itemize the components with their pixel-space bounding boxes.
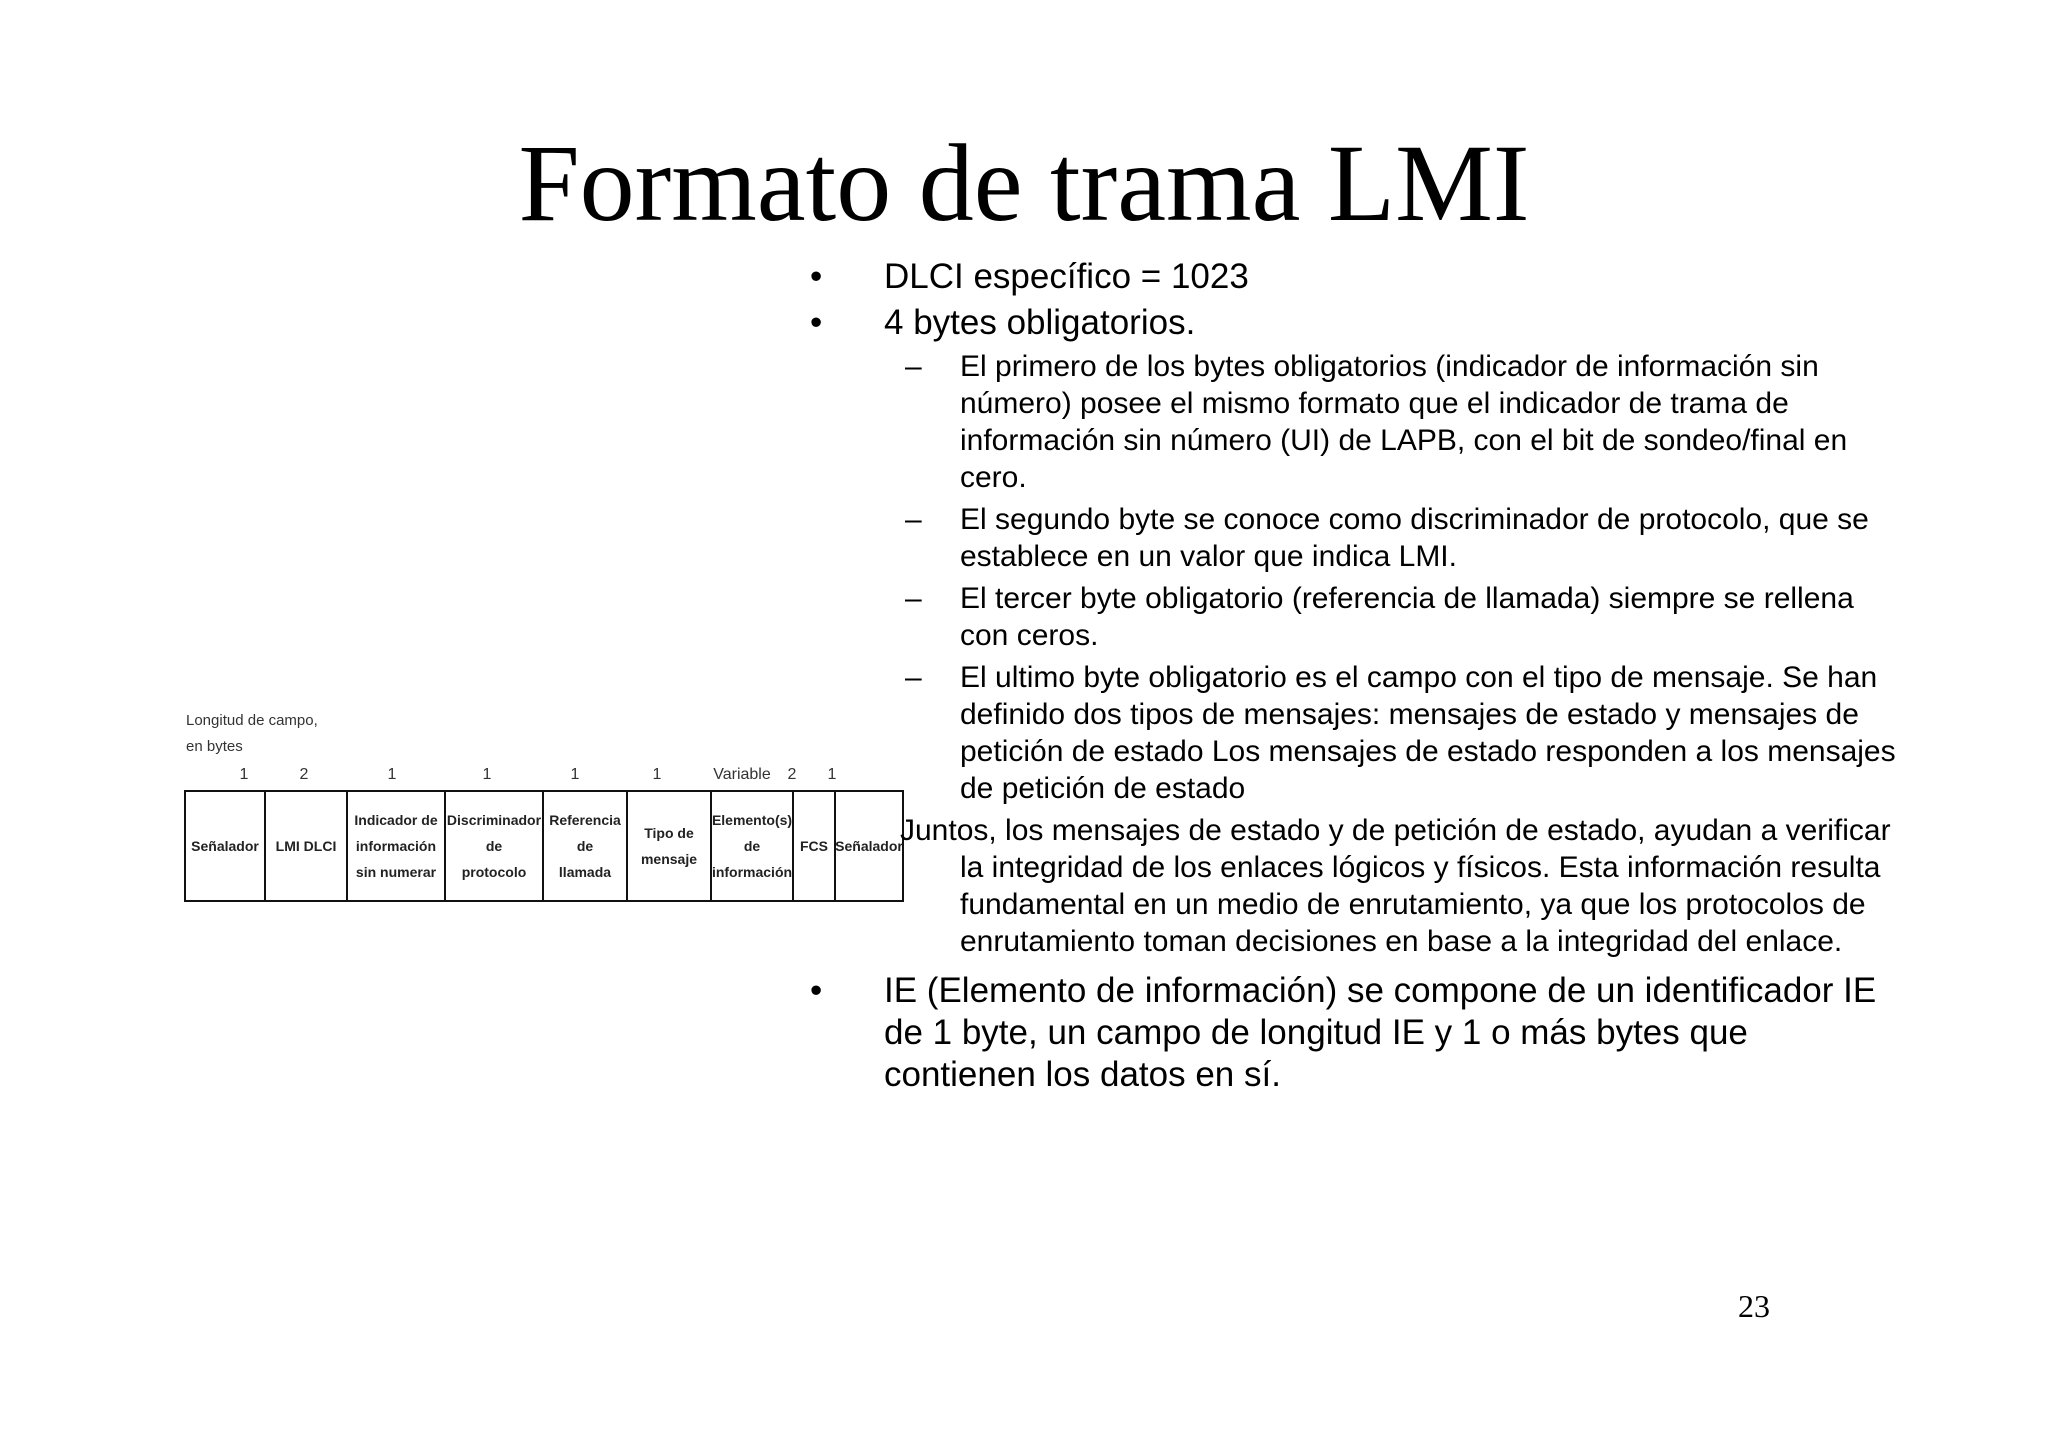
field-cell: Señalador bbox=[835, 838, 903, 854]
sub-item bbox=[810, 580, 1900, 654]
sub-item-text: El tercer byte obligatorio (referencia de llamada) siempre se rellena con ceros. bbox=[960, 582, 1854, 652]
bullet-item bbox=[810, 256, 1900, 298]
field-cell: Indicador de información sin numerar bbox=[348, 792, 446, 900]
dash-marker: – bbox=[905, 350, 922, 383]
dash-marker: – bbox=[905, 503, 922, 536]
bullet-text: DLCI específico = 1023 bbox=[884, 257, 1249, 296]
field-length: 1 bbox=[652, 766, 662, 783]
slide-content bbox=[810, 256, 1900, 1100]
field-length: 1 bbox=[482, 766, 492, 783]
frame-fields-table bbox=[184, 790, 904, 902]
bullet-text: IE (Elemento de información) se compone de un identificador IE de 1 byte, un campo de longitud IE y 1 o más bytes que contienen los datos en sí. bbox=[884, 971, 1877, 1094]
sub-item bbox=[810, 348, 1900, 496]
bullet-marker: • bbox=[810, 257, 823, 296]
lmi-frame-figure bbox=[182, 702, 903, 906]
slide-title: Formato de trama LMI bbox=[518, 122, 1530, 244]
field-length: 1 bbox=[387, 766, 397, 783]
field-length: 2 bbox=[299, 766, 309, 783]
paragraph: Juntos, los mensajes de estado y de petición de estado, ayudan a verificar la integridad de los enlaces lógicos y físicos. Esta información resulta fundamental en un medio de enrutamiento, ya que los protocolos de enrutamiento toman decisiones en base a la integridad del enlace. bbox=[900, 814, 1891, 958]
field-cell: Discriminador de protocolo bbox=[446, 792, 544, 900]
figure-caption bbox=[186, 708, 318, 760]
field-cell: LMI DLCI bbox=[266, 792, 348, 900]
field-cell: Tipo de mensaje bbox=[628, 792, 712, 900]
page-number: 23 bbox=[1738, 1288, 1770, 1324]
bullet-item bbox=[810, 302, 1900, 344]
field-length: 1 bbox=[239, 766, 249, 783]
field-cell: Elemento(s) de información bbox=[712, 792, 794, 900]
dash-marker: – bbox=[905, 582, 922, 615]
bullet-marker: • bbox=[810, 971, 823, 1010]
field-lengths-row bbox=[182, 766, 884, 788]
field-cell: Señalador bbox=[186, 792, 266, 900]
field-cell: FCS bbox=[794, 792, 836, 900]
sub-item-text: El ultimo byte obligatorio es el campo con el tipo de mensaje. Se han definido dos tipos de mensajes: mensajes de estado y mensajes de petición de estado Los mensajes de estado responden a los mensajes de petición de estado bbox=[960, 661, 1896, 805]
sub-item bbox=[810, 501, 1900, 575]
field-cell: Referencia de llamada bbox=[544, 792, 628, 900]
field-length: Variable bbox=[713, 766, 771, 783]
sub-item-text: El segundo byte se conoce como discriminador de protocolo, que se establece en un valor que indica LMI. bbox=[960, 503, 1869, 573]
field-length: 1 bbox=[827, 766, 837, 783]
figure-caption-line2: en bytes bbox=[186, 738, 243, 755]
figure-caption-line1: Longitud de campo, bbox=[186, 712, 318, 729]
bullet-item bbox=[810, 970, 1900, 1096]
dash-marker: – bbox=[905, 661, 922, 694]
field-length: 1 bbox=[570, 766, 580, 783]
field-length: 2 bbox=[787, 766, 797, 783]
bullet-text: 4 bytes obligatorios. bbox=[884, 303, 1196, 342]
sub-item bbox=[810, 659, 1900, 807]
bullet-marker: • bbox=[810, 303, 823, 342]
sub-item-text: El primero de los bytes obligatorios (indicador de información sin número) posee el mismo formato que el indicador de trama de información sin número (UI) de LAPB, con el bit de sondeo/final en cero. bbox=[960, 350, 1848, 494]
